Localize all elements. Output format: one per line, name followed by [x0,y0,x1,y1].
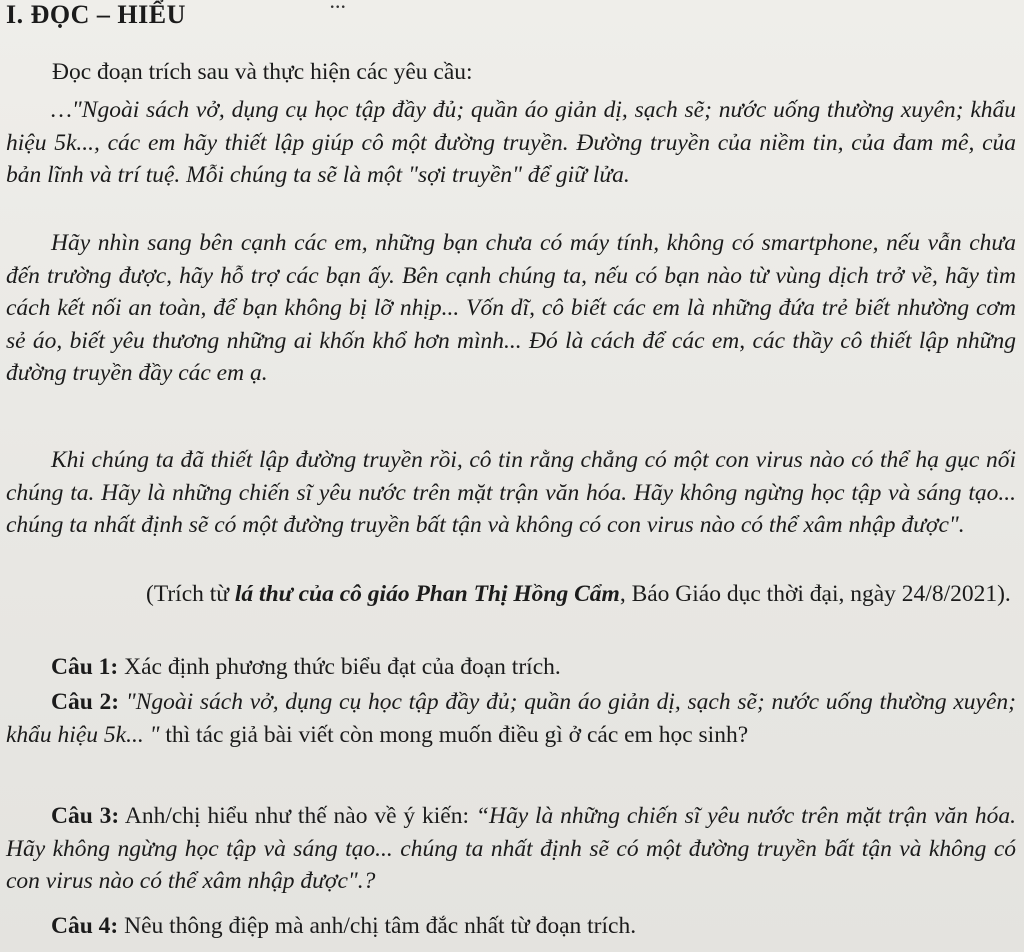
top-cropped-text: ... [330,0,347,13]
question-2-label: Câu 2: [51,689,120,715]
question-3-quote: “Hãy là những chiến sĩ yêu nước trên mặt trận văn hóa. Hãy không ngừng học tập và sáng tạo... chúng ta nhất định sẽ có một đường truyền bất tận và không có con virus nào có thể xâm nhập được".? [6,803,1017,894]
question-2-text: thì tác giả bài viết còn mong muốn điều gì ở các em học sinh? [159,721,749,748]
source-citation [6,578,1016,611]
question-1-label: Câu 1: [51,654,119,680]
instruction: Đọc đoạn trích sau và thực hiện các yêu cầu: [52,59,473,85]
question-1 [6,651,1016,684]
passage-paragraph-3: Khi chúng ta đã thiết lập đường truyền rồi, cô tin rằng chẳng có một con virus nào có thể hạ gục nối chúng ta. Hãy là những chiến sĩ yêu nước trên mặt trận văn hóa. Hãy không ngừng học tập và sáng tạo... chúng ta nhất định sẽ có một đường truyền bất tận và không có con virus nào có thể xâm nhập được". [6,447,1016,538]
source-suffix: , Báo Giáo dục thời đại, ngày 24/8/2021). [619,581,1011,607]
question-3 [6,800,1016,898]
question-3-text: Anh/chị hiểu như thế nào về ý kiến: [119,803,476,829]
section-heading: I. ĐỌC – HIỂU [6,0,186,29]
source-title: lá thư của cô giáo Phan Thị Hồng Cẩm [234,581,620,607]
question-1-text: Xác định phương thức biểu đạt của đoạn trích. [118,654,561,680]
question-2-quote: "Ngoài sách vở, dụng cụ học tập đầy đủ; quần áo giản dị, sạch sẽ; nước uống thường xuyên; khẩu hiệu 5k... " [6,689,1016,748]
question-4-label: Câu 4: [51,913,119,939]
source-prefix: (Trích từ [146,581,235,607]
question-2 [6,686,1016,751]
passage-paragraph-2: Hãy nhìn sang bên cạnh các em, những bạn chưa có máy tính, không có smartphone, nếu vẫn chưa đến trường được, hãy hỗ trợ các bạn ấy. Bên cạnh chúng ta, nếu có bạn nào từ vùng dịch trở về, hãy tìm cách kết nối an toàn, để bạn không bị lỡ nhịp... Vốn dĩ, cô biết các em là những đứa trẻ biết nhường cơm sẻ áo, biết yêu thương những ai khốn khổ hơn mình... Đó là cách để các em, các thầy cô thiết lập những đường truyền đầy các em ạ. [6,230,1016,386]
passage-paragraph-1: …"Ngoài sách vở, dụng cụ học tập đầy đủ; quần áo giản dị, sạch sẽ; nước uống thường xuyên; khẩu hiệu 5k..., các em hãy thiết lập giúp cô một đường truyền. Đường truyền của niềm tin, của đam mê, của bản lĩnh và trí tuệ. Mỗi chúng ta sẽ là một "sợi truyền" để giữ lửa. [6,97,1016,188]
question-4 [6,910,1016,943]
question-3-label: Câu 3: [51,803,120,829]
question-4-text: Nêu thông điệp mà anh/chị tâm đắc nhất từ đoạn trích. [118,913,637,939]
